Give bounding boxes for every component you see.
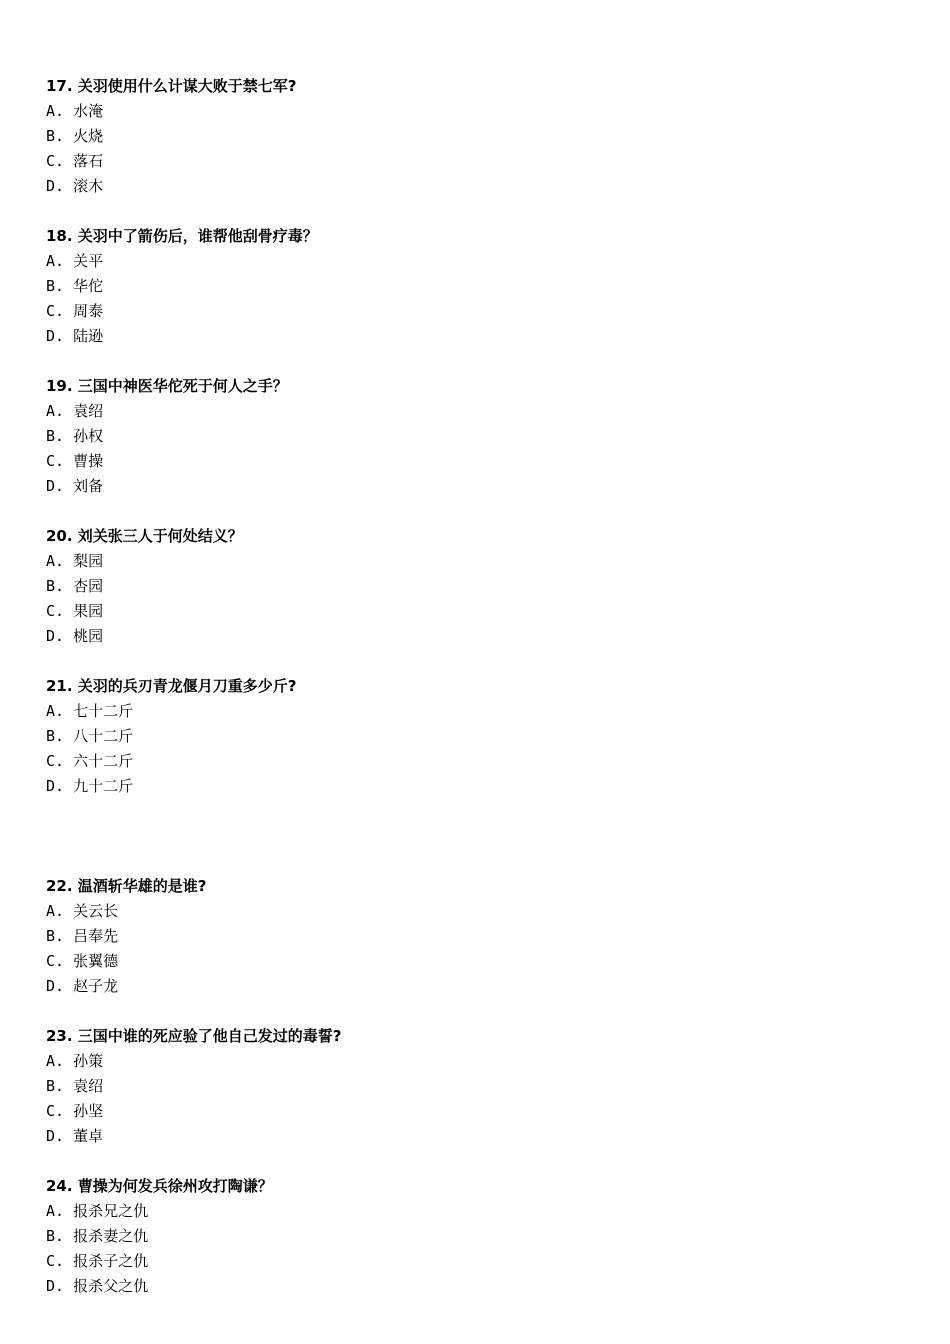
option-c: C. 孙坚 [46, 1102, 104, 1120]
option-a: A. 关云长 [46, 902, 119, 920]
option-a: A. 袁绍 [46, 402, 104, 420]
option-b: B. 杏园 [46, 577, 104, 595]
option-d: D. 刘备 [46, 477, 104, 495]
option-b: B. 报杀妻之仇 [46, 1227, 149, 1245]
option-b: B. 吕奉先 [46, 927, 119, 945]
option-c: C. 六十二斤 [46, 752, 134, 770]
option-a: A. 七十二斤 [46, 702, 134, 720]
option-c: C. 落石 [46, 152, 104, 170]
question-24 [46, 1174, 906, 1299]
option-d: D. 董卓 [46, 1127, 104, 1145]
option-d: D. 桃园 [46, 627, 104, 645]
option-a: A. 梨园 [46, 552, 104, 570]
option-b: B. 火烧 [46, 127, 104, 145]
option-a: A. 水淹 [46, 102, 104, 120]
question-22 [46, 874, 906, 999]
option-c: C. 果园 [46, 602, 104, 620]
question-23 [46, 1024, 906, 1149]
question-17 [46, 74, 906, 199]
option-b: B. 八十二斤 [46, 727, 134, 745]
option-a: A. 报杀兄之仇 [46, 1202, 149, 1220]
question-title: 23. 三国中谁的死应验了他自己发过的毒誓? [46, 1027, 342, 1045]
option-d: D. 滚木 [46, 177, 104, 195]
question-title: 19. 三国中神医华佗死于何人之手？ [46, 377, 288, 395]
question-title: 22. 温酒斩华雄的是谁? [46, 877, 207, 895]
option-b: B. 袁绍 [46, 1077, 104, 1095]
question-title: 21. 关羽的兵刃青龙偃月刀重多少斤? [46, 677, 297, 695]
question-title: 24. 曹操为何发兵徐州攻打陶谦？ [46, 1177, 273, 1195]
question-title: 17. 关羽使用什么计谋大败于禁七军? [46, 77, 297, 95]
option-a: A. 关平 [46, 252, 104, 270]
option-a: A. 孙策 [46, 1052, 104, 1070]
question-20 [46, 524, 906, 649]
option-b: B. 华佗 [46, 277, 104, 295]
question-title: 20. 刘关张三人于何处结义？ [46, 527, 243, 545]
question-21 [46, 674, 906, 799]
question-19 [46, 374, 906, 499]
option-c: C. 报杀子之仇 [46, 1252, 149, 1270]
question-title: 18. 关羽中了箭伤后，谁帮他刮骨疗毒？ [46, 227, 318, 245]
question-18 [46, 224, 906, 349]
option-d: D. 九十二斤 [46, 777, 134, 795]
option-d: D. 陆逊 [46, 327, 104, 345]
option-c: C. 曹操 [46, 452, 104, 470]
option-d: D. 报杀父之仇 [46, 1277, 149, 1295]
quiz-document [46, 74, 906, 1324]
option-b: B. 孙权 [46, 427, 104, 445]
option-d: D. 赵子龙 [46, 977, 119, 995]
option-c: C. 张翼德 [46, 952, 119, 970]
option-c: C. 周泰 [46, 302, 104, 320]
